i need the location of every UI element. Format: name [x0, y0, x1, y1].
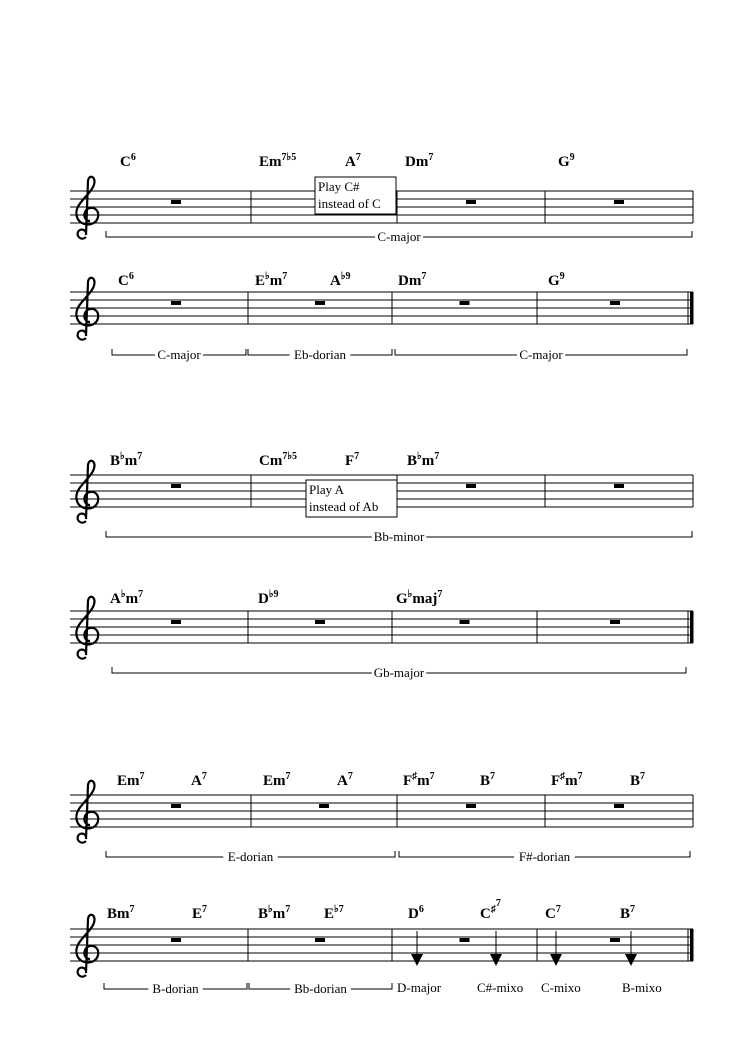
chord-symbol: G♭maj$^7$ [396, 589, 443, 607]
treble-clef-icon [76, 461, 98, 523]
whole-rest [319, 804, 329, 808]
treble-clef-icon [76, 915, 98, 977]
scale-bracket [112, 347, 246, 362]
whole-rest [171, 804, 181, 808]
treble-clef-icon [76, 781, 98, 843]
whole-rest [171, 938, 181, 942]
chord-symbol: Dm$^7$ [398, 271, 427, 289]
final-barline-thick [690, 611, 694, 643]
whole-rest [171, 301, 181, 305]
staff-system [70, 771, 693, 864]
final-barline-thick [690, 292, 694, 324]
treble-clef-icon [76, 597, 98, 659]
scale-label: Eb-dorian [294, 347, 346, 362]
whole-rest [466, 804, 476, 808]
scale-bracket [399, 849, 690, 864]
scale-label: Bb-minor [373, 529, 425, 544]
chord-symbol: $C^{♯7}$ [480, 898, 501, 922]
whole-rest [315, 301, 325, 305]
chord-symbol: Em$^7$ [263, 771, 291, 789]
chord-symbol: $A^7$ [337, 771, 353, 789]
treble-clef-icon [76, 278, 98, 340]
annotation-text: instead of Ab [309, 499, 379, 514]
scale-label: E-dorian [227, 849, 274, 864]
scale-bracket [104, 981, 247, 996]
chord-symbol: $D^6$ [408, 904, 424, 922]
chord-symbol: $B^7$ [630, 771, 646, 789]
scale-bracket [395, 347, 687, 362]
scale-label: B-mixo [622, 980, 662, 995]
chord-symbol: $C^7$ [545, 904, 561, 922]
chord-symbol: $E^{♭7}$ [324, 904, 344, 922]
chord-symbol: $E^♭m^7$ [255, 271, 288, 289]
chord-symbol: $F^7$ [345, 451, 360, 469]
whole-rest [466, 484, 476, 488]
scale-bracket [106, 529, 692, 544]
scale-bracket [106, 849, 395, 864]
chord-symbol: $B^7$ [620, 904, 636, 922]
final-barline-thick [690, 929, 694, 961]
scale-bracket [249, 981, 392, 996]
chord-symbol: Bm$^7$ [107, 904, 135, 922]
chord-symbol: Em$^7$ [117, 771, 145, 789]
scale-label: C#-mixo [477, 980, 524, 995]
whole-rest [466, 200, 476, 204]
chord-symbol: Dm$^7$ [405, 152, 434, 170]
chord-symbol: $Cm^{7♭5}$ [259, 451, 298, 469]
chord-symbol: $G^9$ [558, 152, 575, 170]
whole-rest [171, 620, 181, 624]
whole-rest [610, 301, 620, 305]
whole-rest [315, 620, 325, 624]
down-arrow-icon [550, 954, 562, 966]
annotation-text: Play A [309, 482, 345, 497]
scale-label: Gb-major [373, 665, 425, 680]
scale-label: C-major [157, 347, 201, 362]
scale-bracket [112, 665, 686, 680]
scale-label: F#-dorian [518, 849, 571, 864]
chord-symbol: $C^6$ [120, 152, 136, 170]
chord-symbol: $B^♭m^7$ [258, 904, 291, 922]
staff-system [70, 152, 693, 244]
chord-symbol: $A^7$ [191, 771, 207, 789]
whole-rest [610, 620, 620, 624]
scale-label: C-major [377, 229, 421, 244]
whole-rest [614, 200, 624, 204]
chord-symbol: $A^{♭9}$ [330, 271, 351, 289]
scale-label: B-dorian [152, 981, 199, 996]
scale-label: Bb-dorian [294, 981, 347, 996]
chord-symbol: $C^6$ [118, 271, 134, 289]
whole-rest [614, 484, 624, 488]
down-arrow-icon [411, 954, 423, 966]
scale-bracket [248, 347, 392, 362]
chord-symbol: $G^9$ [548, 271, 565, 289]
whole-rest [460, 938, 470, 942]
chord-symbol: $B^♭m^7$ [407, 451, 440, 469]
chord-symbol: $F^♯m^7$ [551, 771, 583, 789]
staff-system [70, 898, 694, 996]
whole-rest [171, 484, 181, 488]
chord-symbol: $A^7$ [345, 152, 361, 170]
whole-rest [460, 620, 470, 624]
down-arrow-icon [625, 954, 637, 966]
scale-label: D-major [397, 980, 442, 995]
annotation-text: instead of C [318, 196, 381, 211]
whole-rest [315, 938, 325, 942]
chord-symbol: $B^♭m^7$ [110, 451, 143, 469]
chord-symbol: $B^7$ [480, 771, 496, 789]
chord-symbol: $F^♯m^7$ [403, 771, 435, 789]
staff-system [70, 589, 694, 680]
whole-rest [171, 200, 181, 204]
chord-symbol: $D^{♭9}$ [258, 589, 279, 607]
scale-label: C-major [519, 347, 563, 362]
chord-symbol: $E^7$ [192, 904, 208, 922]
staff-system [70, 451, 693, 544]
staff-system [70, 271, 694, 362]
whole-rest [614, 804, 624, 808]
whole-rest [460, 301, 470, 305]
chord-symbol: $A^♭m^7$ [110, 589, 144, 607]
chord-symbol: $Em^{7♭5}$ [259, 152, 297, 170]
down-arrow-icon [490, 954, 502, 966]
scale-bracket [106, 229, 692, 244]
whole-rest [610, 938, 620, 942]
annotation-text: Play C# [318, 179, 360, 194]
treble-clef-icon [76, 177, 98, 239]
scale-label: C-mixo [541, 980, 581, 995]
